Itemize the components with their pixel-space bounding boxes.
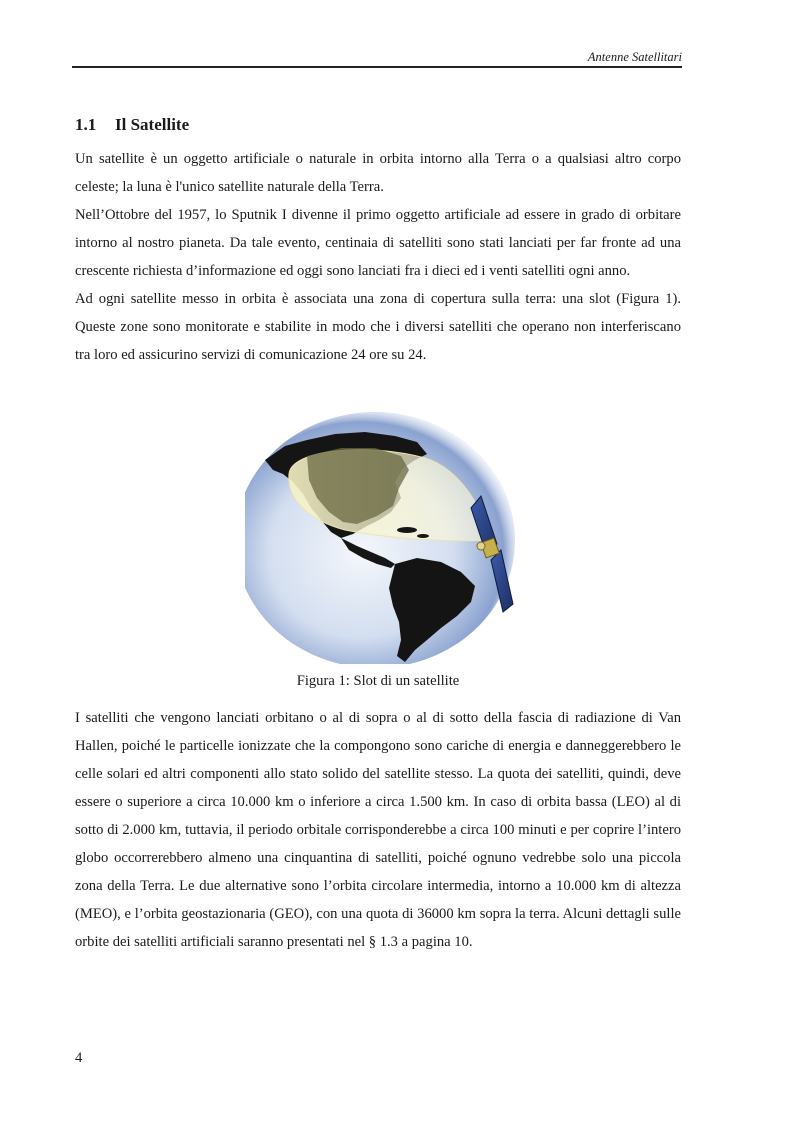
paragraph: Un satellite è un oggetto artificiale o naturale in orbita intorno alla Terra o a qualsiasi altro corpo celeste; la luna è l'unico satellite naturale della Terra. bbox=[75, 151, 681, 195]
paragraph: Nell’Ottobre del 1957, lo Sputnik I divenne il primo oggetto artificiale ad essere in grado di orbitare intorno al nostro pianeta. Da tale evento, centinaia di satelliti sono stati lanciati per far fronte ad una crescente richiesta d’informazione ed oggi sono lanciati fra i dieci ed i venti satelliti ogni anno. bbox=[75, 207, 681, 279]
satellite-slot-figure bbox=[245, 412, 515, 664]
caribbean-island bbox=[417, 534, 429, 538]
figure-caption: Figura 1: Slot di un satellite bbox=[296, 673, 460, 689]
section-number: 1.1 bbox=[75, 115, 97, 134]
body-text-top bbox=[75, 145, 681, 369]
caribbean-island bbox=[397, 527, 417, 533]
header-rule bbox=[72, 66, 682, 68]
satellite-slot-illustration bbox=[245, 412, 515, 664]
section-title: Il Satellite bbox=[115, 115, 190, 134]
paragraph: I satelliti che vengono lanciati orbitano o al di sopra o al di sotto della fascia di radiazione di Van Hallen, poiché le particelle ionizzate che la compongono sono cariche di energia e danneggerebbero le celle solari ed altri componenti allo stato solido del satellite stesso. La quota dei satelliti, quindi, deve essere o superiore a circa 10.000 km o inferiore a circa 1.500 km. In caso di orbita bassa (LEO) al di sotto di 2.000 km, tuttavia, il periodo orbitale corrisponderebbe a circa 100 minuti e per coprire l’intero globo occorrerebbero almeno una cinquantina di satelliti, poiché ognuno vedrebbe solo una piccola zona della Terra. Le due alternative sono l’orbita circolare intermedia, intorno a 10.000 km di altezza (MEO), e l’orbita geostazionaria (GEO), con una quota di 36000 km sopra la terra. Alcuni dettagli sulle orbite dei satelliti artificiali saranno presentati nel § 1.3 a pagina 10. bbox=[75, 710, 681, 950]
running-header: Antenne Satellitari bbox=[587, 50, 682, 64]
page-number: 4 bbox=[75, 1050, 83, 1066]
paragraph: Ad ogni satellite messo in orbita è associata una zona di copertura sulla terra: una slot (Figura 1). Queste zone sono monitorate e stabilite in modo che i diversi satelliti che operano non interferiscano tra loro ed assicurino servizi di comunicazione 24 ore su 24. bbox=[75, 291, 681, 363]
body-text-bottom bbox=[75, 704, 681, 956]
section-heading bbox=[75, 115, 189, 135]
